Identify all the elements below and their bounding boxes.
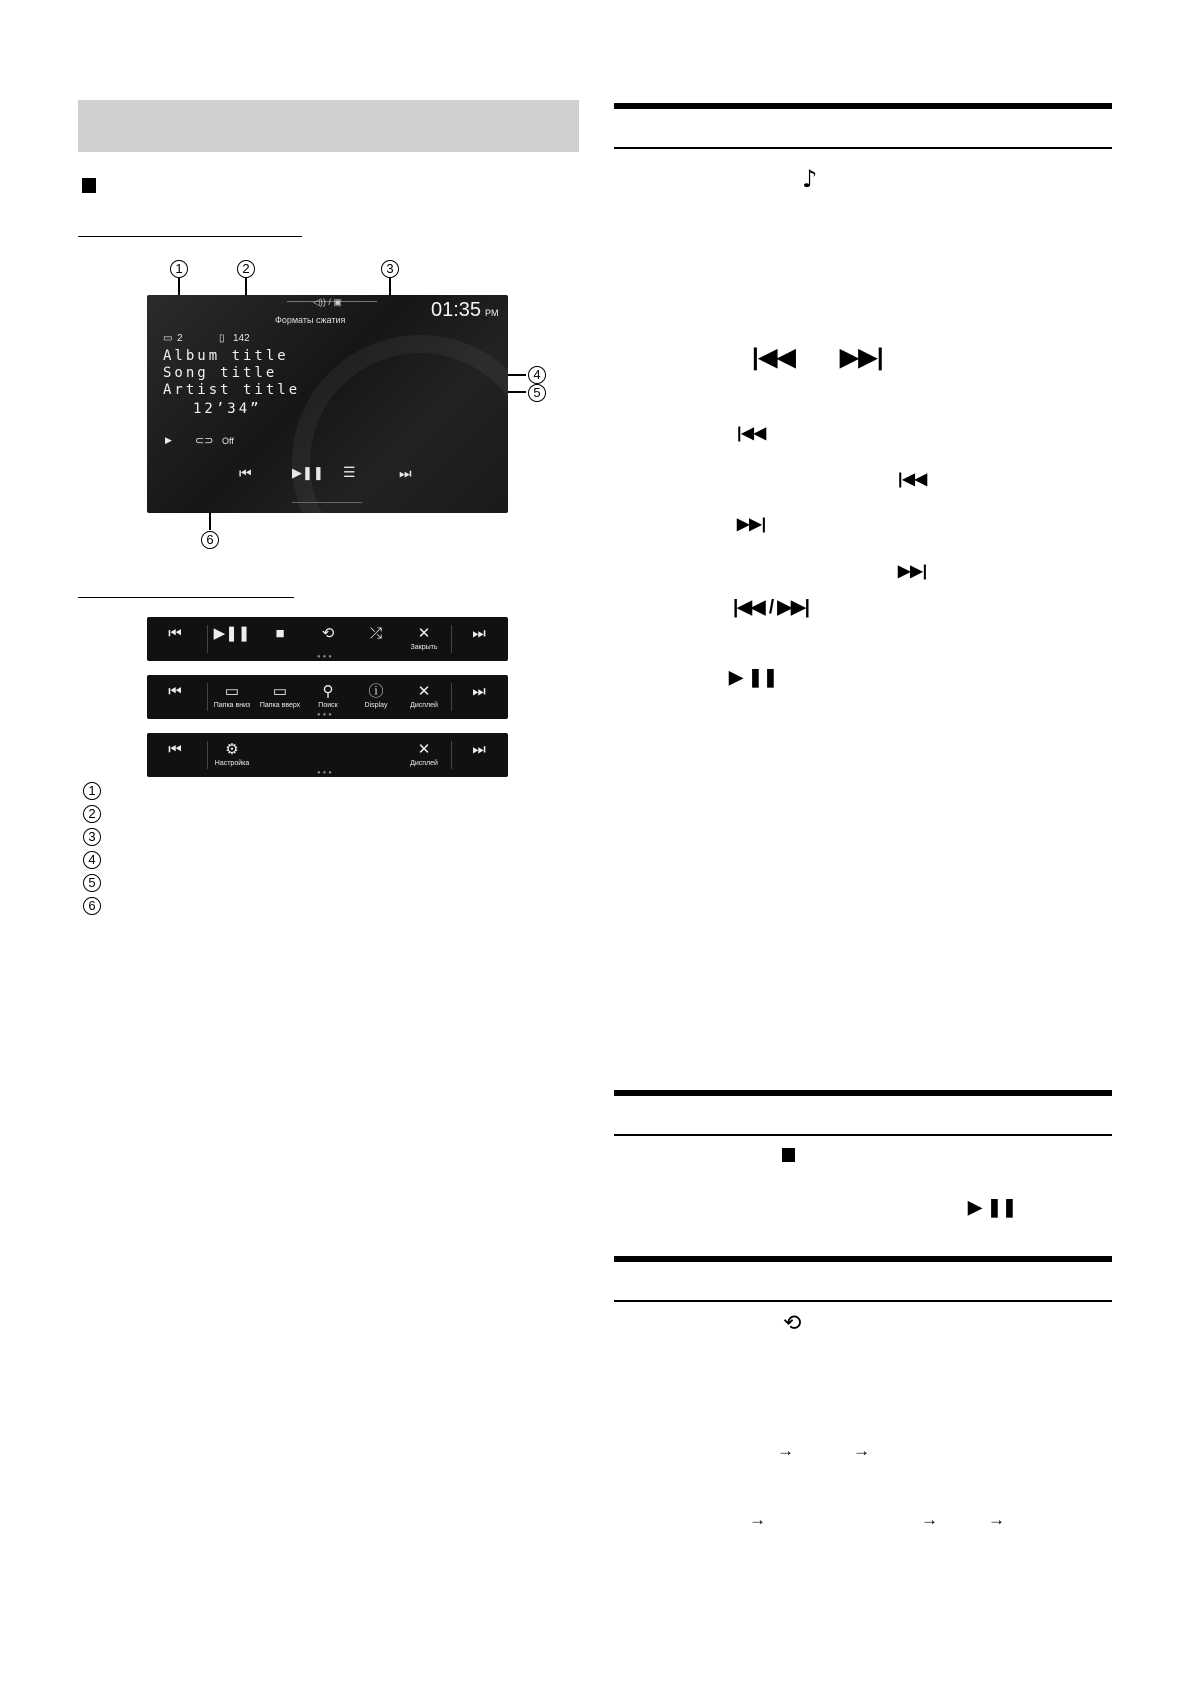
- next-icon: ⏭: [472, 625, 486, 642]
- arrow-icon: →: [749, 1510, 766, 1529]
- settings-icon: ⚙: [225, 741, 239, 758]
- audio-source-icon: ◁)) / ▣: [313, 297, 342, 307]
- callout-6: 6: [201, 531, 219, 549]
- callout-1: 1: [170, 260, 188, 278]
- player-screen: [147, 295, 508, 513]
- list-icon[interactable]: ☰: [343, 464, 356, 480]
- prev-button[interactable]: [157, 675, 193, 719]
- elapsed-time: 12’34”: [193, 401, 262, 417]
- album-title: Album title: [163, 348, 289, 364]
- legend-callout-3: 3: [83, 828, 101, 846]
- play-pause-button[interactable]: [209, 617, 255, 661]
- play-state-icon: ▶: [165, 435, 172, 445]
- callout-3: 3: [381, 260, 399, 278]
- folder-up-icon: ▭: [272, 683, 288, 700]
- callout-5: 5: [528, 384, 546, 402]
- divider: [207, 683, 208, 711]
- section-header-band: [78, 100, 579, 152]
- music-note-icon: ♪: [802, 165, 818, 193]
- folder-down-label: Папка вниз: [213, 702, 251, 709]
- next-button[interactable]: [461, 675, 497, 719]
- play-pause-icon: ▶ ❚❚: [968, 1197, 1018, 1217]
- folder-up-label: Папка вверх: [259, 702, 301, 709]
- legend-callout-4: 4: [83, 851, 101, 869]
- legend-callout-5: 5: [83, 874, 101, 892]
- button-bar-1: [147, 617, 508, 661]
- prev-icon[interactable]: ⏮: [239, 465, 252, 481]
- play-pause-icon: ▶ ❚❚: [729, 667, 779, 687]
- fast-rewind-forward-icon: |◀◀ / ▶▶|: [733, 597, 809, 618]
- callout-2: 2: [237, 260, 255, 278]
- close-display-button[interactable]: [401, 733, 447, 777]
- subheading-underline-1: [78, 236, 302, 237]
- arrow-icon: →: [988, 1510, 1005, 1529]
- shuffle-button[interactable]: [353, 617, 399, 661]
- close-button[interactable]: [401, 617, 447, 661]
- next-icon: ⏭: [472, 683, 486, 700]
- square-bullet-icon: [82, 178, 96, 193]
- prev-icon: ⏮: [168, 625, 182, 642]
- divider: [207, 741, 208, 769]
- artist-title: Artist title: [163, 382, 301, 398]
- prev-small-icon: |◀◀: [898, 471, 928, 488]
- folder-count: 2: [177, 333, 183, 344]
- section-rule-thick-2: [614, 1090, 1112, 1096]
- source-label: Форматы сжатия: [275, 315, 346, 325]
- page-indicator: [292, 502, 362, 503]
- section-rule-thick-1: [614, 103, 1112, 109]
- button-bar-2: [147, 675, 508, 719]
- settings-button[interactable]: [209, 733, 255, 777]
- page-dots: ●●●: [317, 654, 334, 660]
- stop-icon: [782, 1148, 795, 1162]
- section-rule-thin-1: [614, 147, 1112, 149]
- folder-icon: ▭: [163, 333, 173, 344]
- display-label: Display: [364, 702, 388, 709]
- close-icon: ✕: [417, 683, 431, 700]
- settings-label: Настройка: [214, 760, 250, 767]
- close-icon: ✕: [417, 741, 431, 758]
- folder-up-button[interactable]: [257, 675, 303, 719]
- display-icon: ⓘ: [368, 683, 384, 700]
- prev-button[interactable]: [157, 733, 193, 777]
- skip-forward-large-icon: ▶▶|: [840, 344, 884, 371]
- next-icon: ⏭: [472, 741, 486, 758]
- repeat-icon: ⟲: [783, 1310, 802, 1335]
- arrow-icon: →: [921, 1510, 938, 1529]
- next-small-icon: ▶▶|: [737, 516, 767, 533]
- close-label: Закрыть: [410, 644, 438, 651]
- search-label: Поиск: [318, 702, 338, 709]
- next-button[interactable]: [461, 617, 497, 661]
- play-pause-icon: ▶❚❚: [213, 625, 251, 642]
- page-dots: ●●●: [317, 712, 334, 718]
- divider: [451, 625, 452, 653]
- legend-callout-2: 2: [83, 805, 101, 823]
- legend-callout-1: 1: [83, 782, 101, 800]
- background-swoosh: [292, 335, 508, 513]
- section-rule-thick-3: [614, 1256, 1112, 1262]
- next-small-icon: ▶▶|: [898, 563, 928, 580]
- button-bar-3: [147, 733, 508, 777]
- song-title: Song title: [163, 365, 278, 381]
- divider: [451, 683, 452, 711]
- divider: [451, 741, 452, 769]
- play-pause-icon[interactable]: ▶❚❚: [292, 465, 324, 480]
- file-count: 142: [233, 333, 250, 344]
- callout-4: 4: [528, 366, 546, 384]
- subheading-underline-2: [78, 597, 294, 598]
- clock-time: 01:35: [431, 299, 482, 321]
- repeat-state: Off: [222, 436, 234, 446]
- folder-down-icon: ▭: [224, 683, 240, 700]
- file-icon: ▯: [219, 333, 225, 344]
- shuffle-icon: ⤮: [369, 625, 382, 642]
- stop-icon: ■: [275, 625, 285, 642]
- next-icon[interactable]: ⏭: [399, 465, 412, 481]
- clock-period: PM: [485, 308, 499, 318]
- page-dots: ●●●: [317, 770, 334, 776]
- search-icon: ⚲: [322, 683, 334, 700]
- close-icon: ✕: [417, 625, 431, 642]
- prev-button[interactable]: [157, 617, 193, 661]
- prev-small-icon: |◀◀: [737, 425, 767, 442]
- stop-button[interactable]: [257, 617, 303, 661]
- legend-callout-6: 6: [83, 897, 101, 915]
- section-rule-thin-3: [614, 1300, 1112, 1302]
- prev-icon: ⏮: [168, 683, 182, 700]
- skip-back-large-icon: |◀◀: [752, 344, 796, 371]
- close-display-label: Дисплей: [410, 760, 438, 767]
- section-rule-thin-2: [614, 1134, 1112, 1136]
- prev-icon: ⏮: [168, 741, 182, 758]
- arrow-icon: →: [777, 1441, 794, 1460]
- display-button[interactable]: [353, 675, 399, 719]
- close-display-label: Дисплей: [410, 702, 438, 709]
- folder-down-button[interactable]: [209, 675, 255, 719]
- divider: [207, 625, 208, 653]
- close-display-button[interactable]: [401, 675, 447, 719]
- repeat-icon: ⟲: [321, 625, 335, 642]
- arrow-icon: →: [853, 1441, 870, 1460]
- repeat-icon: ⊂⊃: [195, 435, 214, 447]
- next-button[interactable]: [461, 733, 497, 777]
